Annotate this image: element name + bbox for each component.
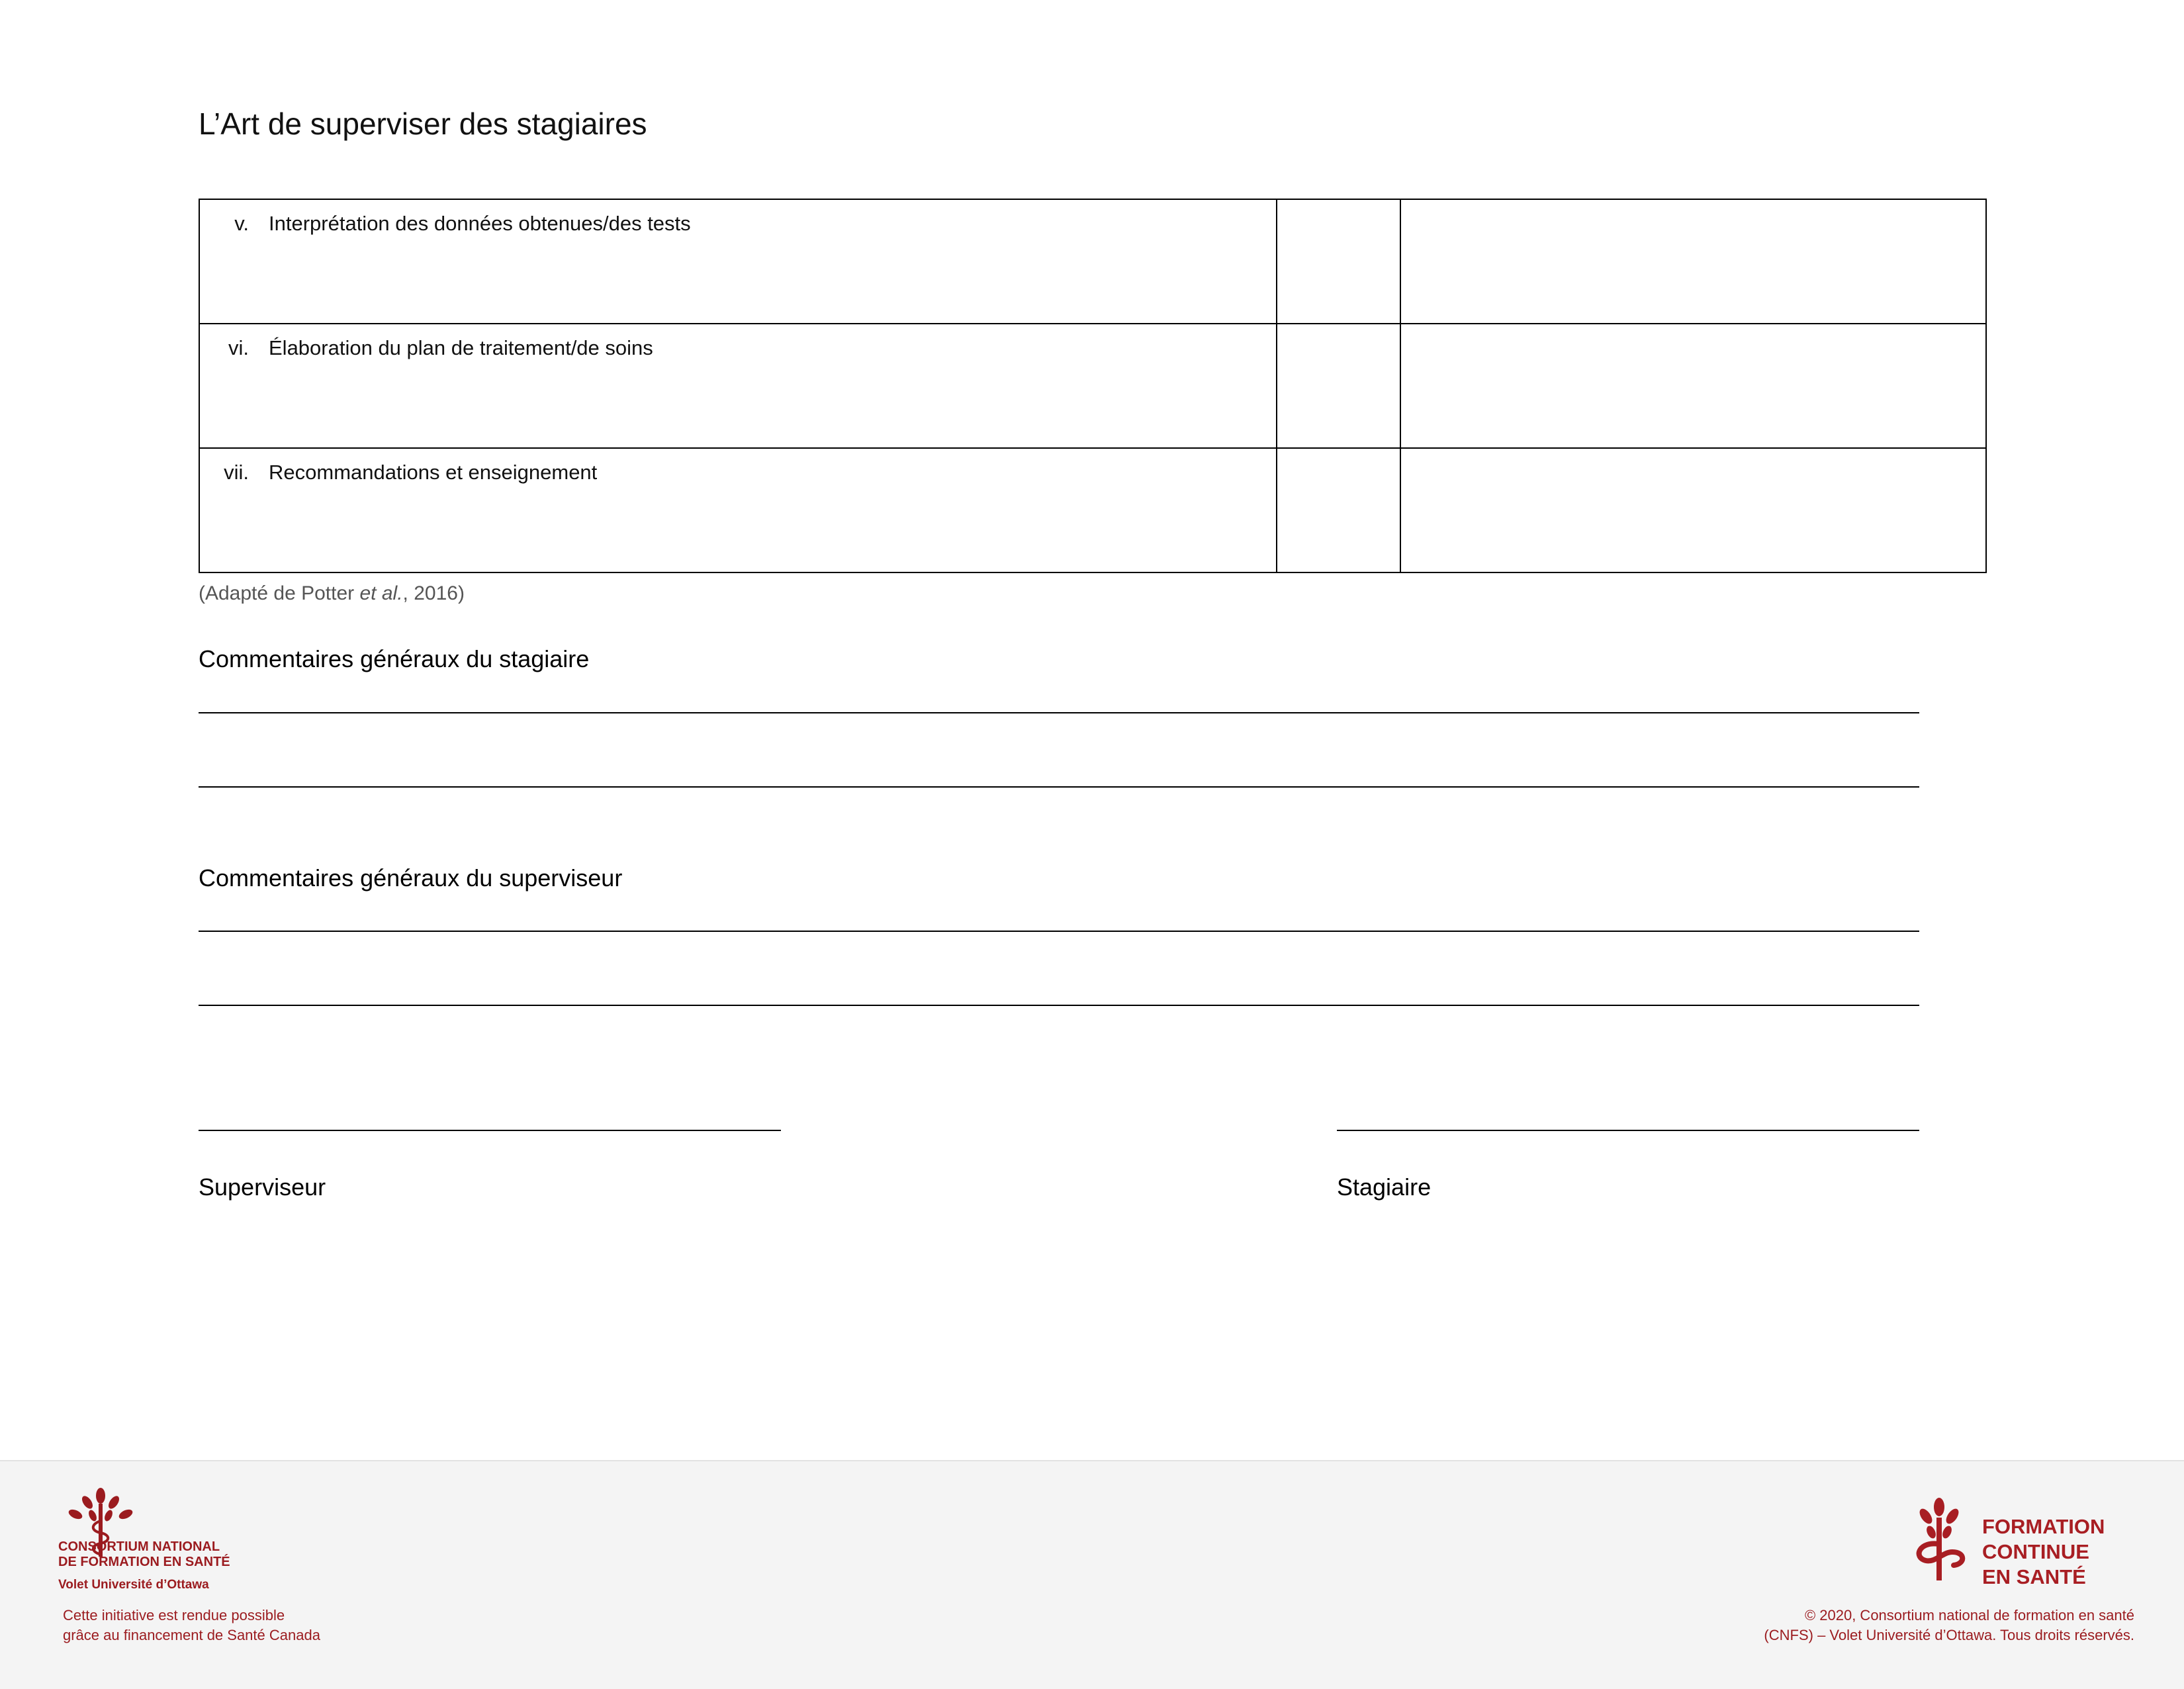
- page-title: L’Art de superviser des stagiaires: [199, 107, 647, 141]
- superviseur-signature-line[interactable]: [199, 1130, 781, 1131]
- fcs-logo-icon: [1906, 1498, 1972, 1584]
- source-citation: (Adapté de Potter et al., 2016): [199, 582, 465, 604]
- criterion-cell: [199, 324, 1277, 448]
- cnfs-volet: Volet Université d’Ottawa: [58, 1578, 209, 1592]
- rating-cell[interactable]: [1277, 324, 1400, 448]
- table-row: [199, 199, 1986, 324]
- item-label: Interprétation des données obtenues/des tests: [269, 212, 691, 235]
- superviseur-comment-line-1[interactable]: [199, 931, 1919, 932]
- item-label: Élaboration du plan de traitement/de soins: [269, 336, 653, 359]
- evaluation-table: [199, 199, 1987, 573]
- superviseur-comments-heading: Commentaires généraux du superviseur: [199, 864, 623, 891]
- comment-cell[interactable]: [1400, 199, 1986, 324]
- comment-cell[interactable]: [1400, 448, 1986, 572]
- funding-note: Cette initiative est rendue possible grâce au financement de Santé Canada: [63, 1607, 320, 1643]
- item-label: Recommandations et enseignement: [269, 461, 598, 484]
- superviseur-comment-line-2[interactable]: [199, 1005, 1919, 1006]
- fcs-wordmark: FORMATION CONTINUE EN SANTÉ: [1982, 1515, 2105, 1588]
- rating-cell[interactable]: [1277, 448, 1400, 572]
- cnfs-name: CONSORTIUM NATIONAL DE FORMATION EN SANTÉ: [58, 1539, 230, 1569]
- comment-cell[interactable]: [1400, 324, 1986, 448]
- stagiaire-comment-line-2[interactable]: [199, 786, 1919, 788]
- superviseur-signature-label: Superviseur: [199, 1173, 326, 1201]
- table-row: [199, 324, 1986, 448]
- rating-cell[interactable]: [1277, 199, 1400, 324]
- item-number: vi.: [228, 336, 249, 359]
- stagiaire-comments-heading: Commentaires généraux du stagiaire: [199, 645, 590, 672]
- table-row: [199, 448, 1986, 572]
- page-footer: [0, 1460, 2184, 1689]
- item-number: vii.: [224, 461, 249, 484]
- criterion-cell: [199, 199, 1277, 324]
- stagiaire-signature-label: Stagiaire: [1337, 1173, 1432, 1201]
- stagiaire-signature-line[interactable]: [1337, 1130, 1919, 1131]
- criterion-cell: [199, 448, 1277, 572]
- item-number: v.: [234, 212, 249, 235]
- stagiaire-comment-line-1[interactable]: [199, 712, 1919, 713]
- copyright-notice: © 2020, Consortium national de formation en santé (CNFS) – Volet Université d’Ottawa. Tous droits réservés.: [1764, 1607, 2134, 1643]
